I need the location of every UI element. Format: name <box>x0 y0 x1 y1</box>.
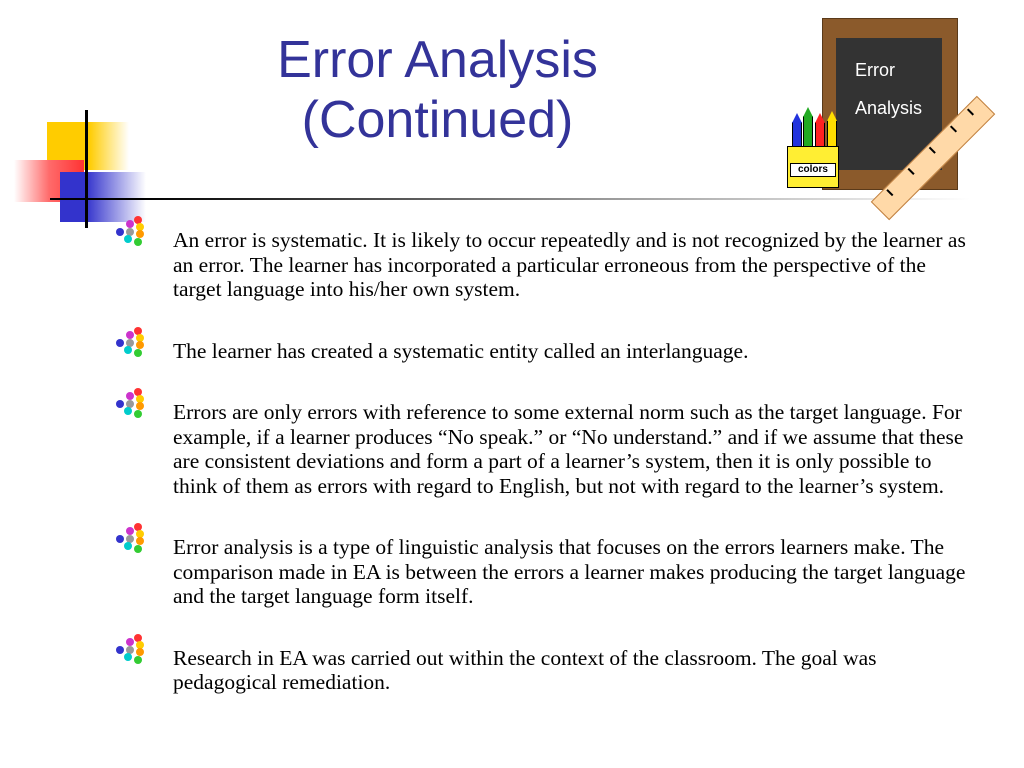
list-item <box>110 535 970 609</box>
decor-blue-square <box>60 172 86 222</box>
ruler-tick <box>929 147 936 154</box>
list-item <box>110 339 970 364</box>
decor-yellow-gradient <box>89 122 129 170</box>
decor-vertical-line <box>85 110 88 228</box>
ruler-tick <box>967 109 974 116</box>
chalkboard-text-line2: Analysis <box>855 98 923 118</box>
list-item <box>110 646 970 695</box>
bullet-text: Errors are only errors with reference to some external norm such as the target language. For example, if a learner produces “No speak.” or “No understand.” and if we assume that these are consistent deviations and form a part of a learner’s system, then it is only possible to think of them as errors with regard to English, but not with regard to the learner’s system. <box>173 400 964 498</box>
flower-bullet-icon <box>110 214 150 250</box>
list-item <box>110 400 970 498</box>
flower-bullet-icon <box>110 521 150 557</box>
slide-title-line1: Error Analysis <box>277 31 598 89</box>
slide-title <box>200 30 675 150</box>
bullet-list <box>110 228 970 695</box>
bullet-text: The learner has created a systematic entity called an interlanguage. <box>173 338 749 363</box>
bullet-text: An error is systematic. It is likely to occur repeatedly and is not recognized by the learner as an error. The learner has incorporated a particular erroneous from the perspective of the target language into his/her own system. <box>173 228 966 301</box>
ruler-tick <box>950 125 957 132</box>
flower-bullet-icon <box>110 386 150 422</box>
chalkboard-text-line1: Error <box>855 60 895 80</box>
bullet-text: Error analysis is a type of linguistic analysis that focuses on the errors learners make. The comparison made in EA is between the errors a learner makes producing the target language and the target language form itself. <box>173 535 966 608</box>
decor-horizontal-line <box>50 198 970 200</box>
list-item <box>110 228 970 302</box>
slide-title-line2: (Continued) <box>301 91 574 149</box>
flower-bullet-icon <box>110 632 150 668</box>
crayon-box-label: colors <box>790 163 836 177</box>
ruler-tick <box>908 168 915 175</box>
flower-bullet-icon <box>110 325 150 361</box>
bullet-text: Research in EA was carried out within the context of the classroom. The goal was pedagogical remediation. <box>173 645 877 694</box>
ruler-tick <box>886 189 893 196</box>
